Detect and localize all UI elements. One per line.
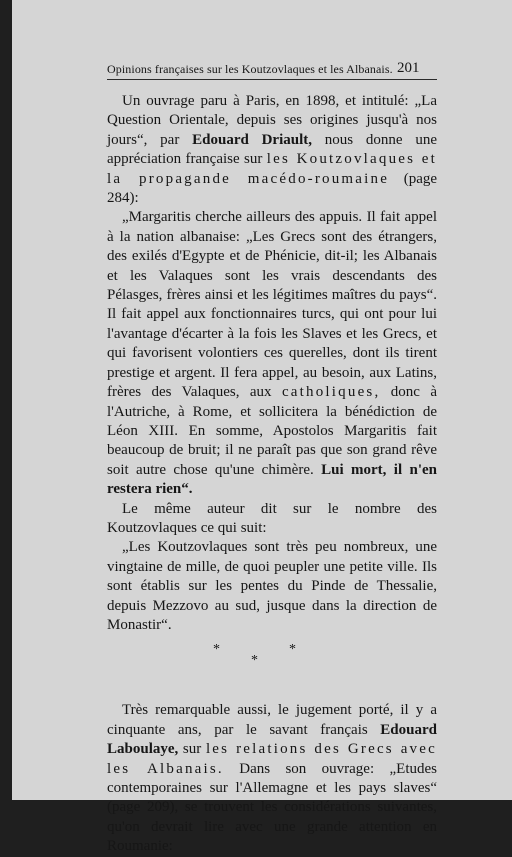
running-title: Opinions françaises sur les Koutzovlaques et les Albanais. (107, 62, 393, 76)
bold-conclusion: Lui mort, il n'en restera rien“. (107, 461, 437, 498)
separator-star: * (289, 642, 296, 658)
page-number: 201 (397, 60, 420, 76)
spaced-text: les Koutzovlaques et la propagande macédo-roumaine (107, 151, 437, 187)
paragraph-same-author: Le même auteur dit sur le nombre des Koutzovlaques ce qui suit: (107, 500, 437, 536)
paragraph-koutzovlaques-quote: „Les Koutzovlaques sont très peu nombreux, une vingtaine de mille, de quoi peupler une petite ville. Ils sont établis sur les pentes du Pinde de Thessalie, depuis Mezzovo au sud, jusque dans la direction de Monastir“. (107, 539, 437, 633)
body-text (107, 92, 437, 857)
separator-star: * (251, 653, 258, 669)
spaced-text: les relations des Grecs avec les Albanais. (107, 741, 437, 777)
author-driault: Edouard Driault, (192, 131, 313, 148)
author-laboulaye: Edouard Laboulaye, (107, 721, 437, 758)
paragraph-driault-intro: Un ouvrage paru à Paris, en 1898, et intitulé: „La Question Orientale, depuis ses origines jusqu'à nos jours“, par Edouard Driault, nous donne une appréciation française sur les Koutzovlaques et la propagande macédo-roumaine (page 284): (107, 93, 438, 207)
separator-star: * (213, 642, 220, 658)
spaced-text: catholiques, (281, 384, 381, 401)
paragraph-laboulaye: Très remarquable aussi, le jugement porté, il y a cinquante ans, par le savant français Edouard Laboulaye, sur les relations des Grecs avec les Albanais. Dans son ouvrage: „Etudes contemporaines sur l'Allemagne et les pays slaves“ (page 209), se trouvent les considérations suivantes, qu'on devrait lire avec une grande attention en Roumanie: (107, 702, 437, 855)
paragraph-margaritis-quote: „Margaritis cherche ailleurs des appuis. Il fait appel à la nation albanaise: „Les Grecs sont des étrangers, des exilés d'Egypte et de Phénicie, dit-il; les Albanais et les Valaques sont les vrais descendants des Pélasges, frères ainsi et les légitimes maîtres du pays“. Il fait appel aux fonctionnaires turcs, qui ont pour lui l'avantage d'écarter à la fois les Slaves et les Grecs, et qui favorisent volontiers ces querelles, dont ils tirent prestige et argent. Il fera appel, au besoin, aux Latins, frères des Valaques, aux catholiques, donc à l'Autriche, à Rome, et sollicitera la bénédiction de Léon XIII. En somme, Apostolos Margaritis fait beaucoup de bruit; il ne paraît pas que son grand rêve soit autre chose qu'une chimère. Lui mort, il n'en restera rien“. (107, 209, 437, 498)
section-separator (107, 635, 437, 677)
page-header (107, 62, 437, 77)
book-page (12, 0, 512, 855)
header-rule (107, 79, 437, 80)
